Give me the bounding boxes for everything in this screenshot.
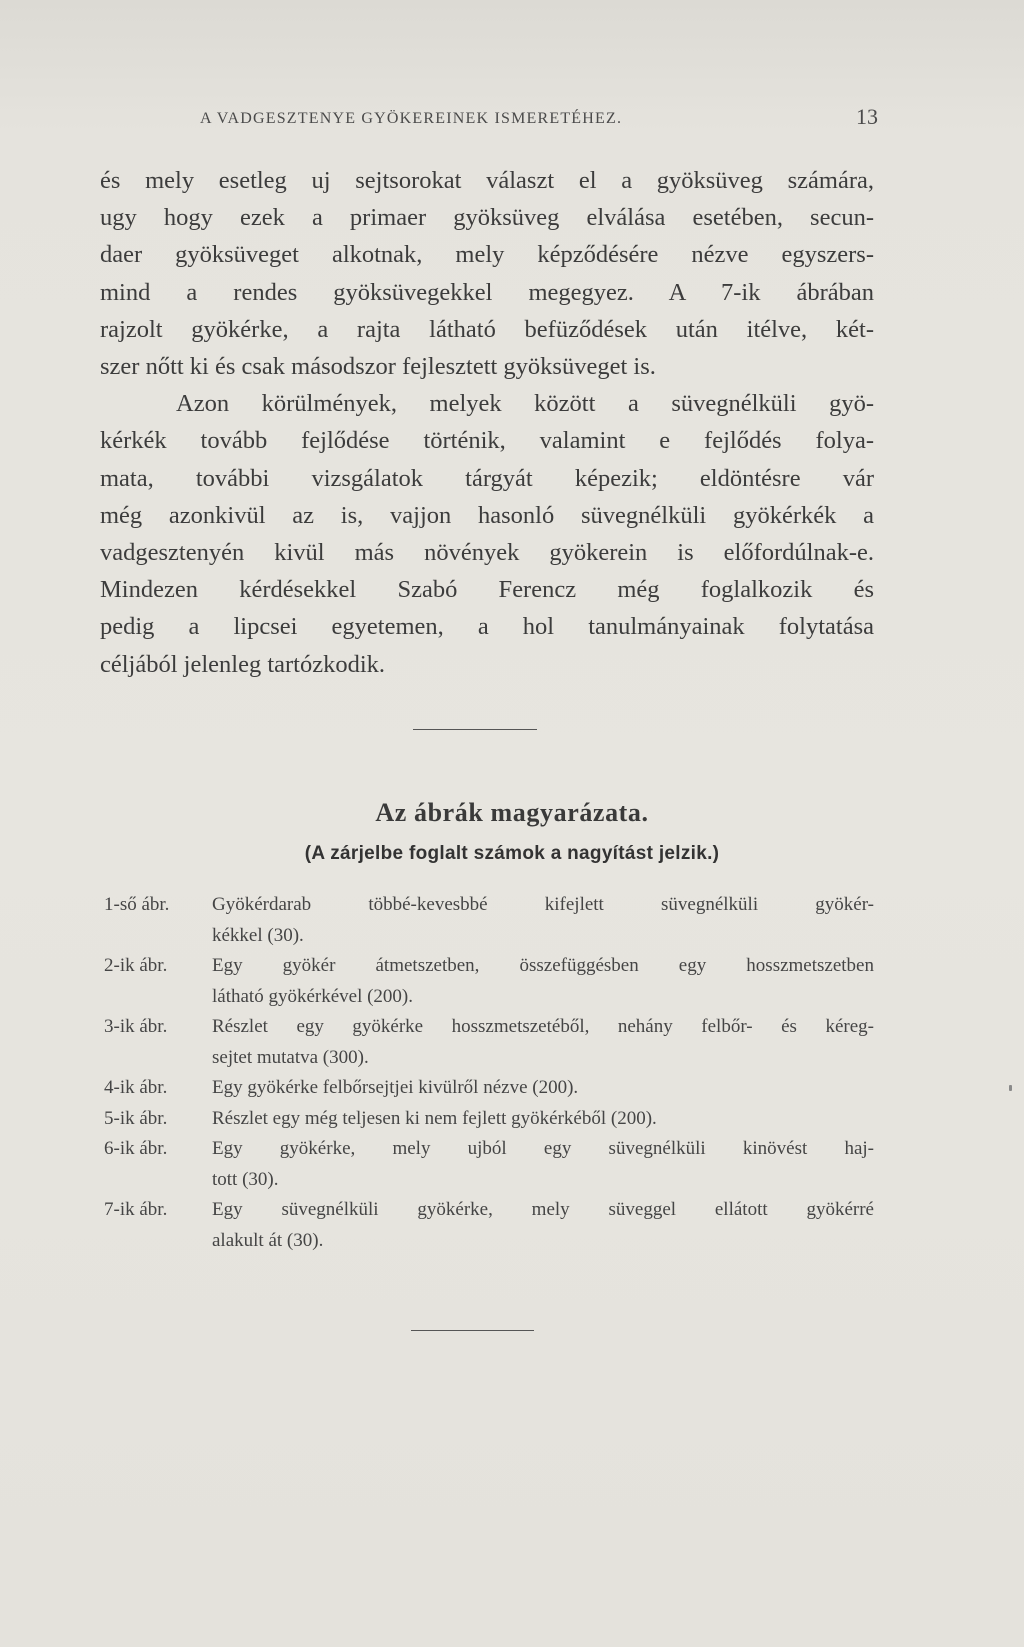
page-number: 13 <box>856 104 878 129</box>
figure-description <box>212 1012 874 1073</box>
body-line: még azonkivül az is, vajjon hasonló süvegnélküli gyökérkék a <box>100 501 874 529</box>
legend-item <box>104 951 874 1012</box>
figure-legend-list <box>104 890 874 1256</box>
figure-description <box>212 1104 874 1135</box>
scan-speck <box>1009 1085 1012 1091</box>
figure-description <box>212 1073 874 1104</box>
body-line: mata, további vizsgálatok tárgyát képezik; eldöntésre vár <box>100 464 874 492</box>
description-line: Egy süvegnélküli gyökérke, mely süveggel ellátott gyökérré <box>212 1199 874 1220</box>
body-line: szer nőtt ki és csak másodszor fejlesztett gyöksüveget is. <box>100 353 656 381</box>
description-line: sejtet mutatva (300). <box>212 1046 369 1068</box>
figure-description <box>212 951 874 1012</box>
description-line: Részlet egy gyökérke hosszmetszetéből, nehány felbőr- és kéreg- <box>212 1016 874 1037</box>
body-line: céljából jelenleg tartózkodik. <box>100 650 386 678</box>
body-paragraphs <box>100 162 874 683</box>
legend-item <box>104 1195 874 1256</box>
figure-label: 2-ik ábr. <box>104 955 168 976</box>
description-line: alakult át (30). <box>212 1229 324 1251</box>
description-line: Egy gyökérke, mely ujból egy süvegnélküli kinövést haj- <box>212 1138 874 1159</box>
description-line: Gyökérdarab többé-kevesbbé kifejlett süvegnélküli gyökér- <box>212 894 874 915</box>
legend-item <box>104 1104 874 1135</box>
body-line: pedig a lipcsei egyetemen, a hol tanulmányainak folytatása <box>100 613 874 641</box>
end-divider <box>411 1330 534 1331</box>
figure-label: 4-ik ábr. <box>104 1077 168 1098</box>
description-line: látható gyökérkével (200). <box>212 985 414 1007</box>
legend-item <box>104 890 874 951</box>
description-line: Egy gyökér átmetszetben, összefüggésben egy hosszmetszetben <box>212 955 874 976</box>
description-line: kékkel (30). <box>212 924 304 946</box>
body-line: daer gyöksüveget alkotnak, mely képződésére nézve egyszers- <box>100 241 874 269</box>
description-line: Részlet egy még teljesen ki nem fejlett gyökérkéből (200). <box>212 1107 657 1129</box>
body-line: vadgesztenyén kivül más növények gyökerein is előfordúlnak-e. <box>100 539 874 567</box>
body-line: Azon körülmények, melyek között a süvegnélküli gyö- <box>176 390 874 418</box>
figure-label: 5-ik ábr. <box>104 1107 168 1129</box>
section-divider <box>413 729 537 730</box>
body-line: rajzolt gyökérke, a rajta látható befüződések után itélve, két- <box>100 315 874 343</box>
figure-description <box>212 890 874 951</box>
legend-subtitle: (A zárjelbe foglalt számok a nagyítást jelzik.) <box>304 843 720 864</box>
description-line: Egy gyökérke felbőrsejtjei kivülről nézve (200). <box>212 1077 579 1098</box>
figure-label: 6-ik ábr. <box>104 1138 168 1159</box>
body-line: és mely esetleg uj sejtsorokat választ el a gyöksüveg számára, <box>100 167 874 194</box>
figure-description <box>212 1134 874 1195</box>
legend-item <box>104 1012 874 1073</box>
body-line: ugy hogy ezek a primaer gyöksüveg elválása esetében, secun- <box>100 204 874 232</box>
page-header <box>200 104 878 134</box>
description-line: tott (30). <box>212 1168 279 1190</box>
body-line: Mindezen kérdésekkel Szabó Ferencz még foglalkozik és <box>100 576 874 604</box>
legend-item <box>104 1134 874 1195</box>
legend-title: Az ábrák magyarázata. <box>375 798 649 827</box>
figure-label: 7-ik ábr. <box>104 1199 168 1220</box>
figure-description <box>212 1195 874 1256</box>
body-line: mind a rendes gyöksüvegekkel megegyez. A 7-ik ábrában <box>100 278 874 306</box>
figure-label: 3-ik ábr. <box>104 1016 168 1037</box>
running-title: A VADGESZTENYE GYÖKEREINEK ISMERETÉHEZ. <box>200 110 623 127</box>
figure-label: 1-ső ábr. <box>104 894 170 915</box>
legend-item <box>104 1073 874 1104</box>
body-line: kérkék tovább fejlődése történik, valamint e fejlődés folya- <box>100 427 874 455</box>
